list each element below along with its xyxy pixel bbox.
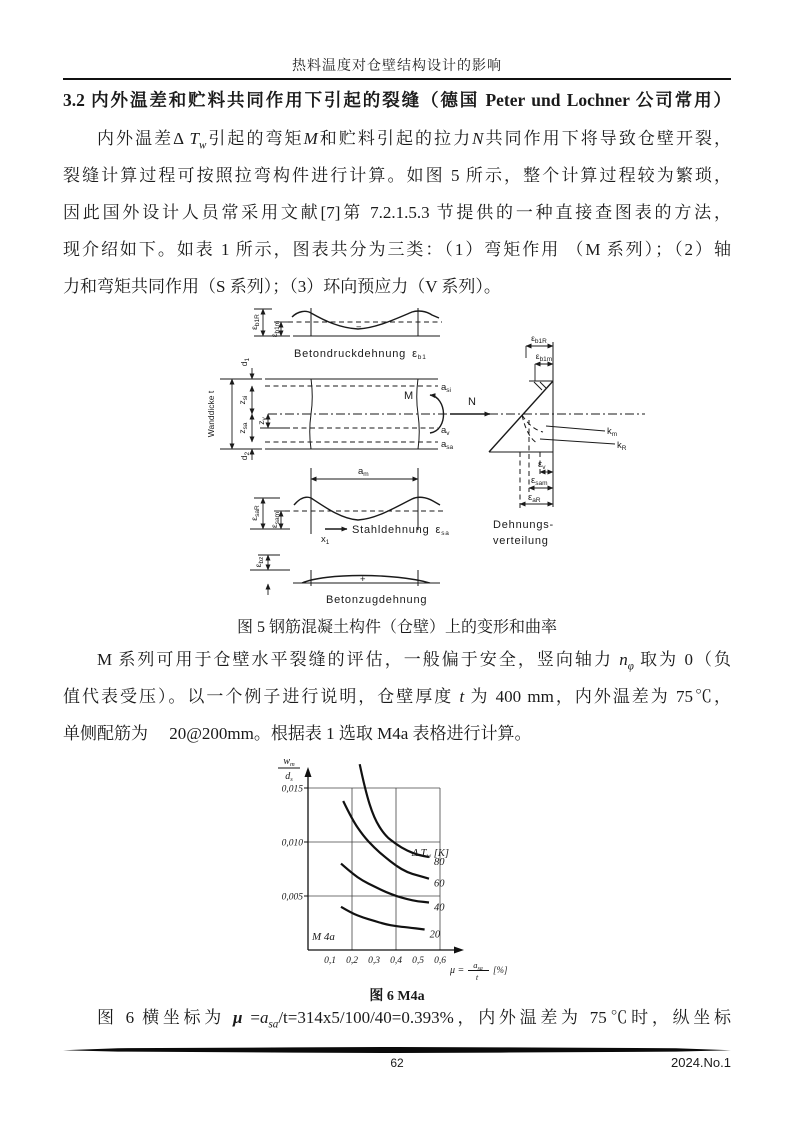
concrete-tension-strain-section (250, 555, 440, 606)
strain-distribution-section (489, 333, 627, 547)
svg-text:0,2: 0,2 (346, 956, 358, 966)
chart-grid (308, 788, 440, 950)
body-line: 单侧配筋为 20@200mm。根据表 1 选取 M4a 表格进行计算。 (63, 724, 532, 743)
a-si-label: $a_{si}$ (441, 382, 451, 394)
svg-text:0,4: 0,4 (390, 956, 402, 966)
a-sa-label: $a_{sa}$ (441, 439, 454, 451)
svg-text:μ =: μ = (450, 965, 465, 976)
k-R-label: $k_R$ (617, 440, 627, 452)
k-m-label: $k_m$ (607, 426, 618, 438)
eps-b1m-label: $\varepsilon_{b1m}$ (269, 320, 281, 338)
svg-text:80: 80 (434, 857, 445, 869)
figure-5-caption: 图 5 钢筋混凝土构件（仓壁）上的变形和曲率 (236, 619, 557, 636)
body-line: 因此国外设计人员常采用文献[7]第 7.2.1.5.3 节提供的一种直接查图表的方法， (63, 203, 731, 222)
force-N-label: N (468, 396, 477, 408)
body-line: 裂缝计算过程可按照拉弯构件进行计算。如图 5 所示，整个计算过程较为繁琐， (63, 166, 731, 185)
wall-section (206, 357, 645, 460)
body-line: M 系列可用于仓壁水平裂缝的评估，一般偏于安全，竖向轴力 $n_\varphi$ 取为 0（负 (97, 650, 731, 673)
svg-text:0,1: 0,1 (324, 956, 336, 966)
svg-text:0,010: 0,010 (281, 838, 303, 849)
chart-curves (341, 764, 429, 929)
z-sa-label: $z_{sa}$ (237, 422, 249, 434)
eps-b1m-dist-label: $\varepsilon_{b1m}$ (535, 351, 553, 363)
paragraph-1 (63, 120, 731, 305)
x-axis-label (449, 960, 508, 982)
body-line: 力和弯矩共同作用（S 系列）；（3）环向预应力（V 系列）。 (63, 277, 501, 296)
dehnungs-label: Dehnungs- (493, 519, 555, 531)
body-line: 图 6 横坐标为 $\mu =a_{sa}/t=314x5/100/40=0.393\%$，内外温差为 75℃时，纵坐标 (97, 1008, 732, 1031)
running-head: 热料温度对仓壁结构设计的影响 (292, 59, 502, 74)
paragraph-2 (63, 641, 731, 752)
svg-text:40: 40 (434, 902, 445, 914)
x-tick-labels (324, 956, 446, 966)
section-title: 3.2 内外温差和贮料共同作用下引起的裂缝（德国 Peter und Lochner 公司常用） (63, 90, 731, 110)
svg-text:0,5: 0,5 (412, 956, 424, 966)
body-line: 内外温差Δ $T_w$引起的弯矩M和贮料引起的拉力N共同作用下将导致仓壁开裂， (97, 129, 732, 152)
figure-6-caption: 图 6 M4a (369, 989, 425, 1004)
betonzugdehnung-label: Betonzugdehnung (326, 594, 428, 606)
paragraph-3 (63, 999, 731, 1036)
eps-b1R-dist-label: $\varepsilon_{b1R}$ (531, 333, 547, 345)
figure-6-chart-m4a (262, 753, 547, 985)
svg-text:asa: $a_{sa}$ (473, 960, 483, 972)
legend-delta-tw: Δ Tw [K] (412, 848, 449, 860)
plus-sign: + (360, 574, 366, 585)
chart-title-m4a: M 4a (312, 931, 335, 943)
minus-sign: − (356, 322, 362, 333)
wanddicke-label: Wanddicke t (206, 390, 216, 438)
footer-rule (63, 1047, 731, 1053)
a-m-label: $a_m$ (358, 466, 369, 478)
header-rule (63, 78, 731, 80)
moment-M-label: M (404, 390, 414, 402)
y-axis-label (278, 756, 300, 783)
eps-bz-label: $\varepsilon_{bz}$ (253, 556, 265, 568)
eps-sam-label: $\varepsilon_{sam}$ (269, 511, 281, 529)
z-si-label: $z_{si}$ (237, 395, 249, 405)
stahldehnung-label: Stahldehnung εsa (352, 524, 450, 537)
betondruckdehnung-label: Betondruckdehnung εb1 (294, 348, 427, 361)
curve-value-labels (430, 857, 446, 940)
eps-saR-label: $\varepsilon_{saR}$ (249, 505, 261, 521)
verteilung-label: verteilung (493, 535, 549, 547)
svg-text:ds: $d_s$ (285, 771, 293, 783)
concrete-compression-strain-section (249, 308, 442, 361)
issue-label: 2024.No.1 (671, 1055, 731, 1070)
svg-text:[%]: [%] (493, 965, 508, 975)
svg-text:0,015: 0,015 (281, 784, 303, 795)
svg-text:t: t (475, 972, 479, 982)
x1-label: $x_1$ (321, 534, 330, 546)
eps-sam-dist-label: $\varepsilon_{sam}$ (531, 475, 548, 487)
svg-text:0,6: 0,6 (434, 956, 446, 966)
a-v-label: $a_v$ (441, 425, 450, 437)
d2-label: $d_2$ (239, 451, 251, 461)
svg-text:60: 60 (434, 878, 445, 890)
page-number: 62 (390, 1056, 404, 1070)
eps-v-label: $\varepsilon_v$ (538, 459, 546, 471)
d1-label: $d_1$ (239, 357, 251, 367)
eps-aR-label: $\varepsilon_{aR}$ (528, 492, 541, 504)
body-line: 现介绍如下。如表 1 所示，图表共分为三类：（1）弯矩作用 （M 系列）；（2）轴 (63, 240, 731, 259)
figure-5-deformation-diagram (190, 302, 655, 614)
steel-strain-section (249, 466, 450, 546)
svg-text:0,3: 0,3 (368, 956, 380, 966)
z-v-label: $z_v$ (256, 417, 268, 425)
svg-text:wm: $w_m$ (283, 756, 295, 768)
svg-text:20: 20 (429, 929, 441, 941)
y-tick-labels (282, 785, 308, 903)
svg-text:0,005: 0,005 (281, 892, 303, 903)
body-line: 值代表受压）。以一个例子进行说明，仓壁厚度 t 为 400 mm，内外温差为 75℃， (63, 687, 731, 706)
eps-b1R-label: $\varepsilon_{b1R}$ (249, 314, 261, 330)
